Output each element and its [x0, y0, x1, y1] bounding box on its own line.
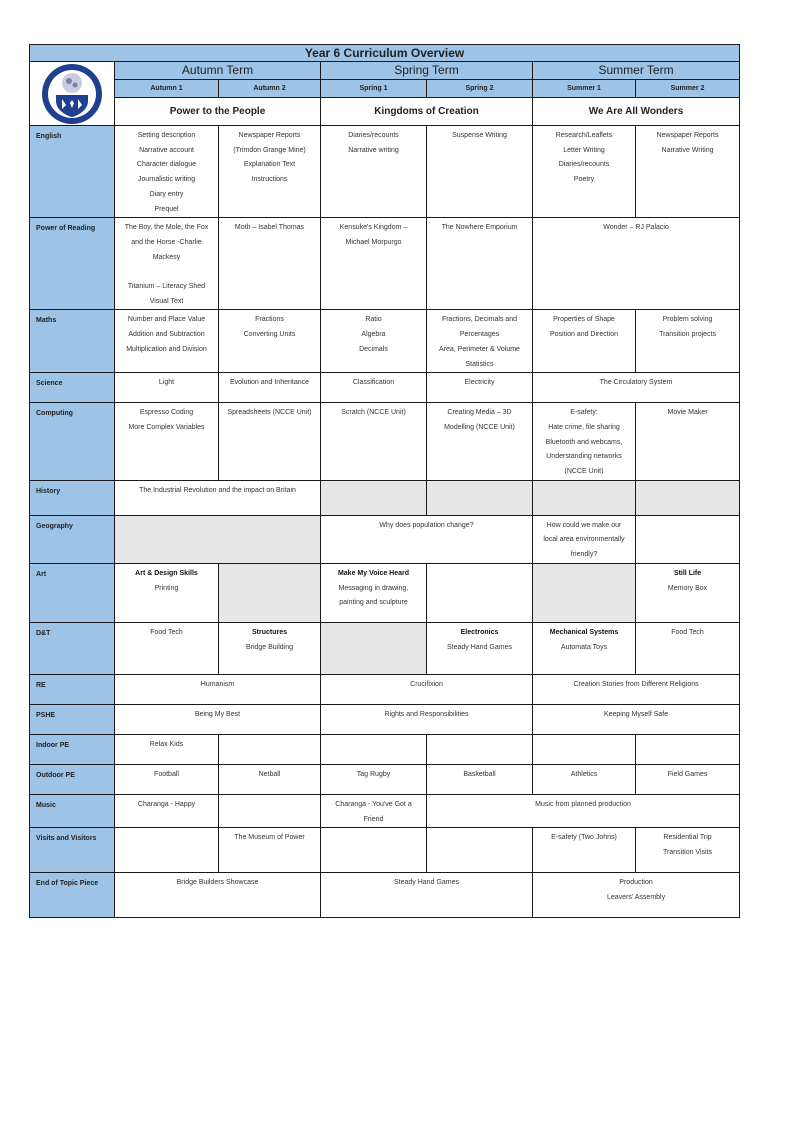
computing-autumn-2: [219, 403, 321, 481]
cell-line: Food Tech: [671, 628, 704, 636]
cell-line: Suspense Writing: [452, 132, 507, 139]
history-autumn: [115, 480, 321, 515]
cell-line: Transition projects: [659, 331, 716, 339]
indoor-pe-autumn-1: [115, 734, 219, 764]
cell-line: Espresso Coding: [139, 409, 194, 417]
cell-line: Newspaper Reports: [238, 132, 301, 139]
cell-line: Journalistic writing: [137, 176, 196, 184]
outdoor-pe-spring-1: [321, 764, 427, 794]
english-spring-2: [427, 126, 533, 218]
dt-summer-2: [636, 622, 740, 674]
term-spring: Spring Term: [321, 62, 533, 80]
page-title: Year 6 Curriculum Overview: [30, 45, 740, 62]
cell-line: Creating Media – 3D: [447, 409, 512, 417]
indoor-pe-spring-1-empty: [321, 734, 427, 764]
cell-line: Rights and Responsibilities: [384, 710, 469, 718]
cell-line: Leavers' Assembly: [606, 893, 666, 901]
cell-line: Letter Writing: [563, 146, 605, 154]
history-summer-2-empty: [636, 480, 740, 515]
cell-line: Steady Hand Games: [447, 643, 512, 651]
dt-summer-1: [533, 622, 636, 674]
visits-spring-1-empty: [321, 828, 427, 873]
cell-line: Area, Perimeter & Volume: [439, 345, 520, 353]
computing-spring-2: [427, 403, 533, 481]
cell-line: Moth – Isabel Thomas: [234, 224, 305, 232]
dt-spring-2-items: [427, 641, 532, 656]
science-autumn-1: [115, 373, 219, 403]
computing-autumn-1: [115, 403, 219, 481]
cell-line: Humanism: [200, 680, 235, 688]
school-logo: [30, 62, 115, 126]
visits-autumn-1-empty: [115, 828, 219, 873]
half-term-autumn-1: Autumn 1: [115, 80, 219, 98]
cell-line: Bridge Builders Showcase: [176, 879, 259, 887]
subject-dt: D&T: [30, 622, 115, 674]
cell-line: Charanga - You've Got a: [335, 800, 412, 808]
art-summer-2-items: [636, 582, 739, 597]
cell-line: Explanation Text: [243, 161, 296, 169]
cell-line: Setting description: [137, 132, 196, 139]
cell-line: Electricity: [464, 379, 495, 387]
history-summer-1-empty: [533, 480, 636, 515]
subject-end-of-topic-piece: End of Topic Piece: [30, 873, 115, 918]
cell-line: Ratio: [365, 316, 382, 324]
cell-line: and the Horse -Charlie: [131, 238, 202, 246]
cell-line: Poetry: [573, 176, 595, 184]
maths-autumn-2: [219, 310, 321, 373]
music-spring-1: [321, 794, 427, 827]
cell-line: Classification: [352, 379, 395, 387]
cell-line: The Circulatory System: [599, 379, 673, 387]
cell-line: Keeping Myself Safe: [603, 710, 669, 718]
science-summer: [533, 373, 740, 403]
cell-line: Wonder – RJ Palacio: [603, 224, 669, 232]
subject-english: English: [30, 126, 115, 218]
art-summer-2-heading: Still Life: [673, 569, 702, 577]
subject-science: Science: [30, 373, 115, 403]
subject-outdoor-pe: Outdoor PE: [30, 764, 115, 794]
cell-line: Hate crime, file sharing: [548, 423, 620, 431]
cell-line: E-safety (Two Johns): [551, 834, 617, 842]
pshe-summer: [533, 704, 740, 734]
cell-line: How could we make our: [546, 521, 622, 529]
science-spring-1: [321, 373, 427, 403]
cell-line: Light: [158, 379, 175, 387]
cell-line: Friend: [363, 815, 384, 823]
cell-line: Spreadsheets (NCCE Unit): [227, 409, 312, 417]
end-piece-autumn: [115, 873, 321, 918]
outdoor-pe-autumn-2: [219, 764, 321, 794]
cell-line: Narrative account: [139, 146, 194, 154]
end-piece-summer: [533, 873, 740, 918]
cell-line: Football: [154, 770, 179, 778]
cell-line: Percentages: [459, 331, 500, 339]
english-summer-1: [533, 126, 636, 218]
cell-line: Narrative Writing: [661, 146, 714, 154]
indoor-pe-autumn-2-empty: [219, 734, 321, 764]
reading-autumn-1: [115, 218, 219, 310]
re-spring: [321, 674, 533, 704]
dt-autumn-2: [219, 622, 321, 674]
dt-spring-1-empty: [321, 622, 427, 674]
english-autumn-1: [115, 126, 219, 218]
cell-line: Algebra: [361, 331, 386, 339]
cell-line: Decimals: [359, 345, 388, 353]
cell-line: Residential Trip: [663, 834, 712, 842]
pshe-spring: [321, 704, 533, 734]
art-autumn-2-empty: [219, 563, 321, 622]
subject-art: Art: [30, 563, 115, 622]
cell-line: friendly?: [570, 551, 598, 559]
computing-summer-1: [533, 403, 636, 481]
cell-line: Creation Stories from Different Religions: [573, 680, 699, 688]
dt-summer-1-items: [533, 641, 635, 656]
maths-summer-2: [636, 310, 740, 373]
cell-line: Printing: [154, 584, 179, 592]
cell-line: Visual Text: [149, 297, 184, 305]
end-piece-spring: [321, 873, 533, 918]
art-autumn-1-items: [115, 582, 218, 597]
visits-autumn-2: [219, 828, 321, 873]
art-summer-1-empty: [533, 563, 636, 622]
cell-line: Modelling (NCCE Unit): [444, 423, 515, 431]
cell-line: The Boy, the Mole, the Fox: [124, 224, 209, 232]
cell-line: Memory Box: [667, 584, 708, 592]
cell-line: Why does population change?: [379, 521, 474, 529]
art-autumn-1: [115, 563, 219, 622]
re-autumn: [115, 674, 321, 704]
cell-line: Newspaper Reports: [656, 132, 719, 139]
cell-line: Bridge Building: [245, 643, 294, 651]
history-spring-2-empty: [427, 480, 533, 515]
subject-visits-and-visitors: Visits and Visitors: [30, 828, 115, 873]
cell-line: Prequel: [154, 205, 179, 213]
cell-line: Production: [619, 879, 653, 887]
outdoor-pe-autumn-1: [115, 764, 219, 794]
cell-line: Multiplication and Division: [126, 345, 207, 353]
geography-spring: [321, 515, 533, 563]
half-term-autumn-2: Autumn 2: [219, 80, 321, 98]
pshe-autumn: [115, 704, 321, 734]
cell-line: Field Games: [667, 770, 708, 778]
dt-autumn-1: [115, 622, 219, 674]
cell-line: [115, 265, 218, 280]
cell-line: Narrative writing: [348, 146, 399, 154]
computing-spring-1: [321, 403, 427, 481]
cell-line: Statistics: [465, 360, 494, 368]
cell-line: Automata Toys: [560, 643, 608, 651]
art-spring-1-items: [321, 582, 426, 611]
outdoor-pe-spring-2: [427, 764, 533, 794]
subject-music: Music: [30, 794, 115, 827]
outdoor-pe-summer-1: [533, 764, 636, 794]
subject-re: RE: [30, 674, 115, 704]
dt-spring-2-heading: Electronics: [460, 628, 499, 636]
subject-pshe: PSHE: [30, 704, 115, 734]
indoor-pe-summer-1-empty: [533, 734, 636, 764]
cell-line: E-safety:: [570, 409, 598, 417]
music-autumn-1: [115, 794, 219, 827]
reading-autumn-2: [219, 218, 321, 310]
geography-autumn-empty: [115, 515, 321, 563]
cell-line: Athletics: [570, 770, 598, 778]
art-summer-2: [636, 563, 740, 622]
dt-summer-1-heading: Mechanical Systems: [549, 628, 619, 636]
reading-summer: [533, 218, 740, 310]
subject-indoor-pe: Indoor PE: [30, 734, 115, 764]
outdoor-pe-summer-2: [636, 764, 740, 794]
cell-line: Fractions: [255, 316, 284, 324]
english-spring-1: [321, 126, 427, 218]
term-summer: Summer Term: [533, 62, 740, 80]
re-summer: [533, 674, 740, 704]
cell-line: Basketball: [463, 770, 496, 778]
maths-spring-2: [427, 310, 533, 373]
maths-autumn-1: [115, 310, 219, 373]
cell-line: Bluetooth and webcams,: [545, 438, 623, 446]
cell-line: (NCCE Unit): [564, 468, 604, 476]
half-term-spring-1: Spring 1: [321, 80, 427, 98]
visits-summer-1: [533, 828, 636, 873]
cell-line: Tag Rugby: [356, 770, 391, 778]
cell-line: Relax Kids: [149, 740, 184, 748]
cell-line: Properties of Shape: [553, 316, 615, 324]
computing-summer-2: [636, 403, 740, 481]
cell-line: Charanga - Happy: [137, 800, 196, 808]
indoor-pe-spring-2-empty: [427, 734, 533, 764]
cell-line: Netball: [258, 770, 281, 778]
cell-line: Food Tech: [150, 628, 183, 636]
cell-line: local area environmentally: [543, 536, 625, 544]
cell-line: Diaries/recounts: [558, 161, 610, 169]
half-term-summer-2: Summer 2: [636, 80, 740, 98]
science-autumn-2: [219, 373, 321, 403]
curriculum-overview-table: [29, 44, 740, 918]
school-crest-logo-icon: [40, 63, 104, 125]
cell-line: Messaging in drawing,: [338, 584, 409, 592]
cell-line: Steady Hand Games: [394, 879, 459, 887]
subject-history: History: [30, 480, 115, 515]
subject-geography: Geography: [30, 515, 115, 563]
cell-line: Transition Visits: [663, 848, 713, 856]
cell-line: Crucifixion: [410, 680, 443, 688]
cell-line: Understanding networks: [546, 453, 622, 461]
cell-line: Evolution and Inheritance: [230, 379, 309, 387]
visits-spring-2-empty: [427, 828, 533, 873]
subject-computing: Computing: [30, 403, 115, 481]
cell-line: Michael Morpurgo: [345, 238, 402, 246]
topic-autumn: Power to the People: [115, 98, 321, 126]
cell-line: The Museum of Power: [234, 834, 305, 842]
english-autumn-2: [219, 126, 321, 218]
cell-line: Diaries/recounts: [348, 132, 399, 139]
english-summer-2: [636, 126, 740, 218]
subject-power-of-reading: Power of Reading: [30, 218, 115, 310]
term-autumn: Autumn Term: [115, 62, 321, 80]
reading-spring-2: [427, 218, 533, 310]
cell-line: Problem solving: [662, 316, 713, 324]
cell-line: Converting Units: [243, 331, 296, 339]
science-spring-2: [427, 373, 533, 403]
geography-summer-1: [533, 515, 636, 563]
cell-line: Being My Best: [194, 710, 241, 718]
cell-line: Research/Leaflets: [555, 132, 613, 139]
visits-summer-2: [636, 828, 740, 873]
topic-summer: We Are All Wonders: [533, 98, 740, 126]
reading-spring-1: [321, 218, 427, 310]
cell-line: Kensuke's Kingdom –: [339, 224, 408, 232]
music-rest: [427, 794, 740, 827]
cell-line: Music from planned production: [535, 800, 631, 808]
cell-line: Number and Place Value: [127, 316, 206, 324]
cell-line: painting and sculpture: [339, 599, 408, 607]
art-spring-1-heading: Make My Voice Heard: [337, 569, 410, 577]
art-autumn-1-heading: Art & Design Skills: [135, 569, 198, 577]
geography-summer-2-empty: [636, 515, 740, 563]
music-autumn-2-empty: [219, 794, 321, 827]
half-term-summer-1: Summer 1: [533, 80, 636, 98]
topic-spring: Kingdoms of Creation: [321, 98, 533, 126]
cell-line: The Nowhere Emporium: [441, 224, 518, 232]
cell-line: Mackesy: [152, 253, 181, 261]
cell-line: Movie Maker: [667, 409, 708, 417]
cell-line: Character dialogue: [136, 161, 197, 169]
maths-summer-1: [533, 310, 636, 373]
dt-spring-2: [427, 622, 533, 674]
cell-line: Addition and Subtraction: [128, 331, 205, 339]
indoor-pe-summer-2-empty: [636, 734, 740, 764]
cell-line: Position and Direction: [549, 331, 619, 339]
half-term-spring-2: Spring 2: [427, 80, 533, 98]
cell-line: Titanium – Literacy Shed: [127, 283, 206, 291]
cell-line: Diary entry: [149, 190, 184, 198]
cell-line: Scratch (NCCE Unit): [341, 409, 406, 417]
art-spring-1: [321, 563, 427, 622]
cell-line: Instructions: [251, 176, 288, 184]
cell-line: (Trimdon Grange Mine): [233, 146, 306, 154]
dt-autumn-2-items: [219, 641, 320, 656]
maths-spring-1: [321, 310, 427, 373]
subject-maths: Maths: [30, 310, 115, 373]
art-spring-2-empty: [427, 563, 533, 622]
cell-line: Fractions, Decimals and: [441, 316, 518, 324]
cell-line: More Complex Variables: [128, 423, 205, 431]
cell-line: The Industrial Revolution and the impact on Britain: [139, 486, 296, 494]
dt-autumn-2-heading: Structures: [251, 628, 287, 636]
history-spring-1-empty: [321, 480, 427, 515]
